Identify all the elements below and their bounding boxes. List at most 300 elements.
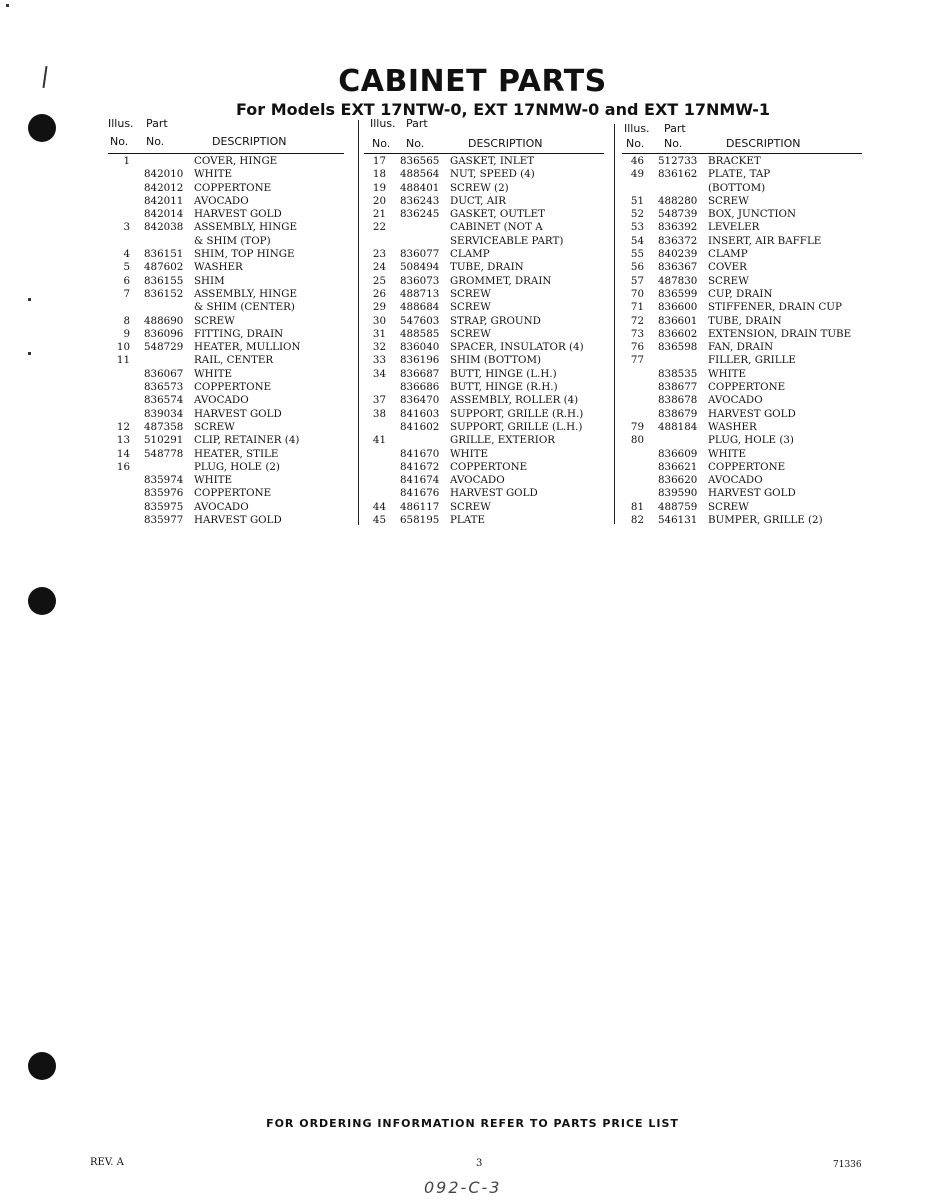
part-number: 487830 [658,274,698,287]
part-description: PLATE, TAP [708,168,771,181]
part-description: CLAMP [708,248,748,261]
part-description: SCREW (2) [450,181,509,194]
table-row [108,288,344,301]
illus-number: 25 [372,274,386,287]
table-row [364,315,604,328]
part-description: SUPPORT, GRILLE (R.H.) [450,407,584,420]
part-number: 548778 [144,447,184,460]
illus-number: 5 [123,261,130,274]
table-row [364,248,604,261]
column-header [622,117,862,155]
table-row [364,301,604,314]
part-description: RAIL, CENTER [194,354,274,367]
part-description: WASHER [194,261,243,274]
part-description: CLAMP [450,248,490,261]
part-number: 836152 [144,287,184,300]
part-description: ASSEMBLY, ROLLER (4) [450,394,579,407]
header-rule [108,153,344,154]
part-description: SCREW [708,500,749,513]
table-row [622,474,862,487]
illus-number: 17 [372,155,386,167]
table-row [622,235,862,248]
part-number: 836470 [400,394,440,407]
illus-number: 72 [630,314,644,327]
part-number: 836067 [144,367,184,380]
part-number: 836686 [400,381,440,394]
part-number: 488684 [400,301,440,314]
part-description: ASSEMBLY, HINGE [194,287,297,300]
part-description: SUPPORT, GRILLE (L.H.) [450,420,583,433]
part-number: 836601 [658,314,698,327]
part-number: 510291 [144,434,184,447]
part-description: HARVEST GOLD [194,208,282,221]
table-row [622,168,862,181]
part-description: BUMPER, GRILLE (2) [708,514,823,527]
table-row [364,474,604,487]
illus-header-bottom: No. [626,137,645,150]
part-number: 839590 [658,487,698,500]
part-number: 842012 [144,181,184,194]
illus-number: 18 [372,168,386,181]
part-description: AVOCADO [194,394,249,407]
part-description: SCREW [450,327,491,340]
table-row [622,248,862,261]
part-description: CLIP, RETAINER (4) [194,434,300,447]
table-row [622,182,862,195]
part-description: WHITE [194,168,233,181]
table-row [364,235,604,248]
illus-number: 71 [630,301,644,314]
scan-speck [28,298,31,301]
header-rule [622,153,862,154]
table-row [108,195,344,208]
table-row [364,221,604,234]
part-description: FAN, DRAIN [708,341,774,354]
parts-column-2 [364,117,604,527]
part-description: FILLER, GRILLE [708,354,796,367]
part-number: 841603 [400,407,440,420]
table-row [364,421,604,434]
part-number: 836620 [658,474,698,487]
illus-number: 30 [372,314,386,327]
scan-speck [28,352,31,355]
table-row [108,354,344,367]
illus-header-top: Illus. [108,117,134,130]
illus-number: 34 [372,367,386,380]
table-row [364,168,604,181]
part-number: 841670 [400,447,440,460]
part-description: SCREW [450,301,491,314]
table-row [622,341,862,354]
header-rule [364,153,604,154]
part-number: 842010 [144,168,184,181]
binder-hole-bottom [28,1052,56,1080]
table-row [108,381,344,394]
table-row [364,514,604,527]
illus-number: 11 [116,354,130,367]
table-row [622,514,862,527]
table-row [108,408,344,421]
part-description: PLUG, HOLE (2) [194,460,280,473]
page-number: 3 [476,1158,483,1169]
part-description: & SHIM (CENTER) [194,301,295,314]
part-number: 842011 [144,194,184,207]
table-row [622,315,862,328]
part-description: & SHIM (TOP) [194,234,271,247]
table-row [622,301,862,314]
part-number: 488585 [400,327,440,340]
part-description: WHITE [194,367,233,380]
illus-number: 53 [630,221,644,234]
part-number: 487602 [144,261,184,274]
part-number: 840239 [658,248,698,261]
illus-number: 26 [372,287,386,300]
part-description: HARVEST GOLD [450,487,538,500]
part-number: 841672 [400,460,440,473]
table-row [108,261,344,274]
illus-number: 77 [630,354,644,367]
table-row [364,408,604,421]
part-number: 658195 [400,514,440,527]
illus-number: 37 [372,394,386,407]
illus-number: 79 [630,420,644,433]
part-description: TUBE, DRAIN [450,261,524,274]
part-number: 838535 [658,367,698,380]
part-number: 546131 [658,514,698,527]
table-row [622,501,862,514]
illus-number: 12 [116,420,130,433]
part-description: AVOCADO [708,394,763,407]
illus-number: 52 [630,208,644,221]
illus-number: 51 [630,194,644,207]
part-description: SCREW [194,314,235,327]
part-description: (BOTTOM) [708,181,766,194]
illus-number: 44 [372,500,386,513]
part-number: 842038 [144,221,184,234]
table-row [622,328,862,341]
table-row [622,434,862,447]
table-row [364,394,604,407]
part-number: 836245 [400,208,440,221]
part-description: AVOCADO [708,474,763,487]
part-number: 836565 [400,155,440,167]
part-number: 836096 [144,327,184,340]
binder-hole-middle [28,587,56,615]
table-row [622,195,862,208]
illus-number: 1 [123,155,130,167]
part-number: 836621 [658,460,698,473]
parts-rows [108,155,344,527]
part-header-bottom: No. [146,135,165,148]
part-number: 836151 [144,248,184,261]
table-row [108,235,344,248]
page-title: CABINET PARTS [338,64,607,99]
part-description: BOX, JUNCTION [708,208,796,221]
table-row [108,487,344,500]
table-row [364,261,604,274]
part-description: BRACKET [708,155,761,167]
illus-number: 46 [630,155,644,167]
part-description: INSERT, AIR BAFFLE [708,234,822,247]
part-number: 547603 [400,314,440,327]
table-row [108,208,344,221]
illus-number: 55 [630,248,644,261]
ordering-note: FOR ORDERING INFORMATION REFER TO PARTS PRICE LIST [266,1117,679,1130]
part-number: 841602 [400,420,440,433]
table-row [622,408,862,421]
illus-header-bottom: No. [372,137,391,150]
part-number: 486117 [400,500,440,513]
part-number: 488759 [658,500,698,513]
illus-number: 3 [123,221,130,234]
part-number: 548729 [144,341,184,354]
parts-rows [622,155,862,527]
table-row [364,354,604,367]
part-description: COPPERTONE [194,487,272,500]
parts-column-1 [108,117,344,527]
part-description: AVOCADO [194,194,249,207]
part-number: 836600 [658,301,698,314]
table-row [108,368,344,381]
part-description: SHIM [194,274,225,287]
revision-label: REV. A [90,1157,124,1168]
table-row [622,448,862,461]
table-row [622,487,862,500]
part-description: SCREW [194,420,235,433]
table-row [364,434,604,447]
illus-number: 82 [630,514,644,527]
part-number: 836573 [144,381,184,394]
illus-number: 23 [372,248,386,261]
part-description: AVOCADO [194,500,249,513]
table-row [108,221,344,234]
table-row [364,182,604,195]
illus-header-top: Illus. [370,117,396,130]
table-row [622,368,862,381]
document-code: 71336 [833,1160,862,1170]
part-description: COVER [708,261,747,274]
part-description: COPPERTONE [194,381,272,394]
illus-header-top: Illus. [624,122,650,135]
part-number: 836609 [658,447,698,460]
table-row [364,155,604,168]
description-header: DESCRIPTION [726,137,801,150]
table-row [364,328,604,341]
part-description: WHITE [450,447,489,460]
handwritten-note: 092-C-3 [424,1178,502,1197]
part-description: GROMMET, DRAIN [450,274,552,287]
illus-number: 29 [372,301,386,314]
part-description: WHITE [708,367,747,380]
part-description: HARVEST GOLD [708,487,796,500]
part-number: 836162 [658,168,698,181]
part-number: 836243 [400,194,440,207]
part-header-top: Part [664,122,686,135]
part-description: CABINET (NOT A [450,221,543,234]
table-row [622,381,862,394]
table-row [622,155,862,168]
part-description: SERVICEABLE PART) [450,234,564,247]
part-description: NUT, SPEED (4) [450,168,535,181]
part-description: PLUG, HOLE (3) [708,434,794,447]
part-description: COVER, HINGE [194,155,278,167]
part-number: 836574 [144,394,184,407]
table-row [364,341,604,354]
illus-number: 10 [116,341,130,354]
table-row [108,248,344,261]
illus-number: 8 [123,314,130,327]
illus-number: 21 [372,208,386,221]
part-description: CUP, DRAIN [708,287,773,300]
part-description: COPPERTONE [708,381,786,394]
part-description: PLATE [450,514,486,527]
models-subtitle: For Models EXT 17NTW-0, EXT 17NMW-0 and EXT 17NMW-1 [236,100,771,119]
illus-number: 16 [116,460,130,473]
part-description: TUBE, DRAIN [708,314,782,327]
part-number: 842014 [144,208,184,221]
part-description: EXTENSION, DRAIN TUBE [708,327,852,340]
part-description: GASKET, OUTLET [450,208,546,221]
table-row [108,301,344,314]
illus-number: 32 [372,341,386,354]
part-number: 488280 [658,194,698,207]
illus-number: 45 [372,514,386,527]
table-row [364,275,604,288]
illus-number: 76 [630,341,644,354]
illus-number: 13 [116,434,130,447]
part-description: DUCT, AIR [450,194,506,207]
part-description: FITTING, DRAIN [194,327,284,340]
part-description: STIFFENER, DRAIN CUP [708,301,842,314]
part-description: SCREW [450,500,491,513]
part-header-top: Part [146,117,168,130]
part-description: HARVEST GOLD [708,407,796,420]
part-description: HARVEST GOLD [194,407,282,420]
part-description: STRAP, GROUND [450,314,541,327]
part-number: 838679 [658,407,698,420]
part-number: 508494 [400,261,440,274]
table-row [622,421,862,434]
illus-number: 56 [630,261,644,274]
column-header [108,117,344,155]
table-row [108,448,344,461]
part-description: SCREW [450,287,491,300]
part-number: 836367 [658,261,698,274]
part-description: ASSEMBLY, HINGE [194,221,297,234]
part-number: 839034 [144,407,184,420]
table-row [622,461,862,474]
part-description: SCREW [708,274,749,287]
part-number: 838678 [658,394,698,407]
illus-number: 81 [630,500,644,513]
part-number: 488690 [144,314,184,327]
part-number: 838677 [658,381,698,394]
part-description: BUTT, HINGE (L.H.) [450,367,557,380]
table-row [364,381,604,394]
table-row [108,155,344,168]
part-number: 836040 [400,341,440,354]
illus-number: 22 [372,221,386,234]
part-number: 835977 [144,514,184,527]
part-description: AVOCADO [450,474,505,487]
part-number: 836196 [400,354,440,367]
part-number: 835975 [144,500,184,513]
part-number: 835976 [144,487,184,500]
table-row [108,421,344,434]
illus-number: 9 [123,327,130,340]
part-description: WHITE [194,474,233,487]
part-description: HEATER, STILE [194,447,279,460]
part-description: SCREW [708,194,749,207]
table-row [364,501,604,514]
description-header: DESCRIPTION [468,137,543,150]
binder-hole-top [28,114,56,142]
illus-number: 38 [372,407,386,420]
part-description: SHIM, TOP HINGE [194,248,295,261]
part-number: 836598 [658,341,698,354]
illus-number: 49 [630,168,644,181]
table-row [622,208,862,221]
part-number: 836599 [658,287,698,300]
illus-number: 24 [372,261,386,274]
part-description: HARVEST GOLD [194,514,282,527]
column-divider [358,120,359,525]
illus-header-bottom: No. [110,135,129,148]
part-number: 512733 [658,155,698,167]
table-row [108,434,344,447]
part-description: WASHER [708,420,757,433]
table-row [364,487,604,500]
part-number: 488713 [400,287,440,300]
illus-number: 73 [630,327,644,340]
part-number: 836392 [658,221,698,234]
illus-number: 41 [372,434,386,447]
part-number: 488184 [658,420,698,433]
part-number: 836155 [144,274,184,287]
table-row [622,275,862,288]
part-description: SPACER, INSULATOR (4) [450,341,584,354]
illus-number: 54 [630,234,644,247]
table-row [622,261,862,274]
part-description: COPPERTONE [194,181,272,194]
part-number: 836077 [400,248,440,261]
table-row [364,368,604,381]
part-description: SHIM (BOTTOM) [450,354,542,367]
parts-column-3 [622,117,862,527]
part-header-bottom: No. [664,137,683,150]
part-number: 836602 [658,327,698,340]
part-number: 836687 [400,367,440,380]
table-row [108,474,344,487]
table-row [108,461,344,474]
part-number: 835974 [144,474,184,487]
table-row [364,195,604,208]
table-row [108,394,344,407]
illus-number: 57 [630,274,644,287]
illus-number: 70 [630,287,644,300]
part-number: 488564 [400,168,440,181]
table-row [108,182,344,195]
illus-number: 6 [123,274,130,287]
part-number: 841676 [400,487,440,500]
table-row [108,514,344,527]
part-description: GRILLE, EXTERIOR [450,434,556,447]
part-number: 488401 [400,181,440,194]
table-row [364,288,604,301]
illus-number: 19 [372,181,386,194]
table-row [108,275,344,288]
part-description: WHITE [708,447,747,460]
